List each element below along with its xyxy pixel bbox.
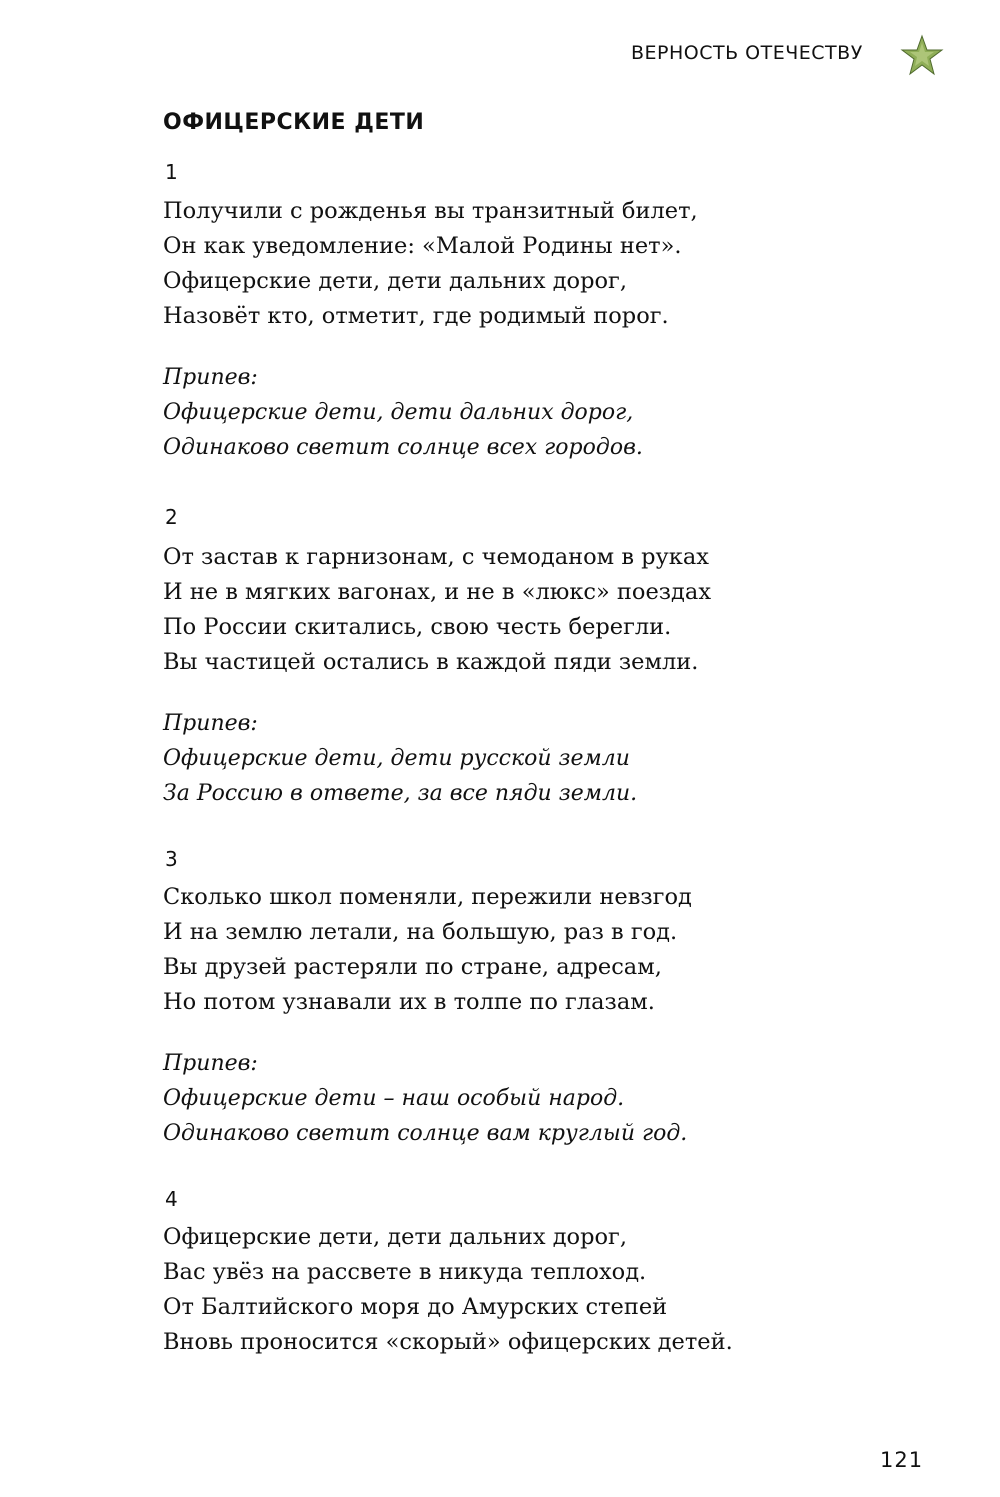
chorus-label: Припев: [163, 1051, 258, 1076]
chorus-line: Офицерские дети, дети дальних дорог, [163, 400, 634, 425]
stanza-number: 3 [165, 847, 178, 871]
chorus [163, 706, 637, 811]
verse-line: Вы частицей остались в каждой пяди земли. [163, 649, 699, 675]
running-header: ВЕРНОСТЬ ОТЕЧЕСТВУ [631, 42, 863, 64]
verse-line: Назовёт кто, отметит, где родимый порог. [163, 303, 669, 329]
stanza [163, 194, 698, 334]
chorus-line: Офицерские дети, дети русской земли [163, 746, 630, 771]
verse-line: Офицерские дети, дети дальних дорог, [163, 268, 627, 294]
verse-line: Получили с рожденья вы транзитный билет, [163, 198, 698, 224]
verse-line: Вас увёз на рассвете в никуда теплоход. [163, 1259, 647, 1285]
verse-line: И на землю летали, на большую, раз в год. [163, 919, 678, 945]
chorus-line: Одинаково светит солнце вам круглый год. [163, 1121, 688, 1146]
verse-line: Он как уведомление: «Малой Родины нет». [163, 233, 682, 259]
verse-line: Вновь проносится «скорый» офицерских детей. [163, 1329, 733, 1355]
verse-line: От Балтийского моря до Амурских степей [163, 1294, 668, 1320]
stanza [163, 1220, 733, 1360]
stanza [163, 540, 711, 680]
chorus-label: Припев: [163, 711, 258, 736]
stanza [163, 880, 692, 1020]
chorus-line: Одинаково светит солнце всех городов. [163, 435, 643, 460]
verse-line: Вы друзей растеряли по стране, адресам, [163, 954, 662, 980]
page-number: 121 [880, 1448, 924, 1472]
verse-line: Сколько школ поменяли, пережили невзгод [163, 884, 692, 910]
stanza-number: 4 [165, 1187, 178, 1211]
verse-line: Но потом узнавали их в толпе по глазам. [163, 989, 655, 1015]
chorus-line: Офицерские дети – наш особый народ. [163, 1086, 625, 1111]
verse-line: По России скитались, свою честь берегли. [163, 614, 672, 640]
chorus-line: За Россию в ответе, за все пяди земли. [163, 781, 638, 806]
verse-line: Офицерские дети, дети дальних дорог, [163, 1224, 627, 1250]
chorus [163, 1046, 687, 1151]
verse-line: И не в мягких вагонах, и не в «люкс» поездах [163, 579, 712, 605]
poem-title: ОФИЦЕРСКИЕ ДЕТИ [163, 110, 425, 135]
chorus-label: Припев: [163, 365, 258, 390]
stanza-number: 2 [165, 505, 178, 529]
stanza-number: 1 [165, 160, 178, 184]
verse-line: От застав к гарнизонам, с чемоданом в руках [163, 544, 709, 570]
chorus [163, 360, 643, 465]
green-star-icon [900, 34, 944, 78]
